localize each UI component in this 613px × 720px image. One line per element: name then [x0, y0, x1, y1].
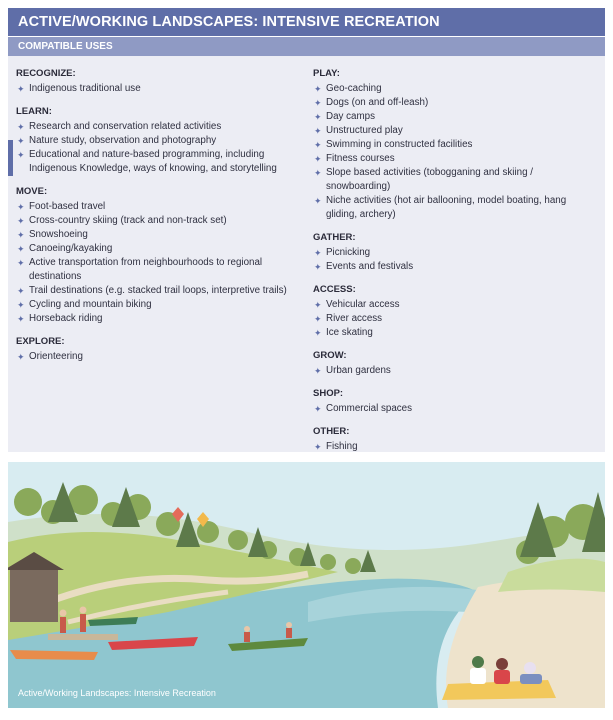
list-item-text: Dogs (on and off-leash) [326, 97, 429, 108]
bullet-icon: ✦ [17, 122, 25, 132]
use-group-access [313, 284, 598, 340]
bullet-icon: ✦ [17, 136, 25, 146]
use-group-learn [16, 106, 306, 176]
landscape-illustration [8, 462, 605, 708]
list-item-text: Ice skating [326, 327, 373, 338]
accent-bar [8, 140, 13, 176]
list-item [16, 312, 306, 326]
landscape-scene [8, 462, 605, 708]
group-heading: LEARN: [16, 106, 52, 117]
list-item-text: Unstructured play [326, 125, 403, 136]
use-list [16, 82, 306, 96]
list-item [313, 166, 598, 194]
bullet-icon: ✦ [17, 314, 25, 324]
list-item-text: Vehicular access [326, 299, 400, 310]
list-item [313, 138, 598, 152]
list-item-text: Research and conservation related activities [29, 121, 222, 132]
list-item [16, 228, 306, 242]
list-item-text: Canoeing/kayaking [29, 243, 113, 254]
list-item [16, 284, 306, 298]
list-item [16, 120, 306, 134]
bullet-icon: ✦ [314, 442, 322, 452]
list-item-text: Educational and nature-based programming, including Indigenous Knowledge, ways of knowing, and storytelling [29, 149, 277, 174]
compatible-uses-panel [8, 56, 605, 452]
group-heading: MOVE: [16, 186, 48, 197]
use-list [313, 364, 598, 378]
use-group-other [313, 426, 598, 454]
bullet-icon: ✦ [17, 286, 25, 296]
bullet-icon: ✦ [17, 216, 25, 226]
bullet-icon: ✦ [17, 352, 25, 362]
use-list [313, 402, 598, 416]
group-heading: GATHER: [313, 232, 356, 243]
list-item-text: Cross-country skiing (track and non-track set) [29, 215, 227, 226]
list-item-text: Foot-based travel [29, 201, 106, 212]
list-item-text: Commercial spaces [326, 403, 413, 414]
list-item [313, 312, 598, 326]
bullet-icon: ✦ [17, 84, 25, 94]
list-item-text: Horseback riding [29, 313, 103, 324]
bullet-icon: ✦ [17, 300, 25, 310]
bullet-icon: ✦ [17, 150, 25, 160]
bullet-icon: ✦ [314, 126, 322, 136]
list-item-text: Active transportation from neighbourhoods to regional destinations [29, 257, 263, 282]
bullet-icon: ✦ [314, 112, 322, 122]
use-group-play [313, 68, 598, 222]
list-item [16, 82, 306, 96]
list-item-text: Indigenous traditional use [29, 83, 141, 94]
bullet-icon: ✦ [314, 140, 322, 150]
list-item [313, 260, 598, 274]
list-item-text: Cycling and mountain biking [29, 299, 152, 310]
page-title: ACTIVE/WORKING LANDSCAPES: INTENSIVE RECREATION [8, 8, 605, 36]
list-item-text: Swimming in constructed facilities [326, 139, 473, 150]
list-item-text: Picnicking [326, 247, 371, 258]
use-list [313, 246, 598, 274]
list-item [313, 364, 598, 378]
list-item [313, 246, 598, 260]
list-item [16, 256, 306, 284]
list-item [313, 124, 598, 138]
bullet-icon: ✦ [314, 314, 322, 324]
use-list [313, 298, 598, 340]
list-item [313, 110, 598, 124]
list-item [16, 214, 306, 228]
use-group-shop [313, 388, 598, 416]
list-item-text: Slope based activities (tobogganing and skiing / snowboarding) [326, 167, 533, 192]
list-item [16, 134, 306, 148]
list-item [313, 440, 598, 454]
bullet-icon: ✦ [314, 98, 322, 108]
bullet-icon: ✦ [314, 262, 322, 272]
list-item [16, 298, 306, 312]
list-item [313, 326, 598, 340]
list-item-text: Nature study, observation and photography [29, 135, 217, 146]
list-item [313, 152, 598, 166]
list-item-text: Niche activities (hot air ballooning, model boating, hang gliding, archery) [326, 195, 567, 220]
list-item [16, 148, 306, 176]
list-item [16, 350, 306, 364]
list-item-text: Fitness courses [326, 153, 395, 164]
use-list [16, 200, 306, 326]
use-group-move [16, 186, 306, 326]
bullet-icon: ✦ [314, 168, 322, 178]
bullet-icon: ✦ [314, 248, 322, 258]
bullet-icon: ✦ [17, 202, 25, 212]
bullet-icon: ✦ [314, 196, 322, 206]
use-group-explore [16, 336, 306, 364]
use-list [313, 440, 598, 454]
list-item-text: Events and festivals [326, 261, 414, 272]
left-column [16, 68, 306, 374]
use-group-gather [313, 232, 598, 274]
group-heading: GROW: [313, 350, 347, 361]
list-item [313, 298, 598, 312]
list-item [313, 96, 598, 110]
list-item-text: Snowshoeing [29, 229, 88, 240]
list-item-text: Trail destinations (e.g. stacked trail loops, interpretive trails) [29, 285, 287, 296]
bullet-icon: ✦ [314, 366, 322, 376]
use-list [16, 120, 306, 176]
use-list [313, 82, 598, 222]
right-column [313, 68, 598, 464]
list-item-text: Urban gardens [326, 365, 391, 376]
list-item-text: Day camps [326, 111, 375, 122]
use-group-grow [313, 350, 598, 378]
bullet-icon: ✦ [314, 328, 322, 338]
list-item-text: Orienteering [29, 351, 83, 362]
bullet-icon: ✦ [17, 258, 25, 268]
bullet-icon: ✦ [17, 244, 25, 254]
list-item [16, 200, 306, 214]
illustration-caption: Active/Working Landscapes: Intensive Recreation [18, 688, 216, 698]
group-heading: PLAY: [313, 68, 340, 79]
list-item-text: River access [326, 313, 383, 324]
group-heading: ACCESS: [313, 284, 356, 295]
list-item [16, 242, 306, 256]
list-item-text: Fishing [326, 441, 358, 452]
use-group-recognize [16, 68, 306, 96]
list-item [313, 194, 598, 222]
section-subtitle: COMPATIBLE USES [8, 36, 605, 56]
bullet-icon: ✦ [314, 154, 322, 164]
group-heading: SHOP: [313, 388, 344, 399]
group-heading: RECOGNIZE: [16, 68, 76, 79]
list-item [313, 82, 598, 96]
group-heading: OTHER: [313, 426, 350, 437]
bullet-icon: ✦ [17, 230, 25, 240]
list-item [313, 402, 598, 416]
bullet-icon: ✦ [314, 404, 322, 414]
bullet-icon: ✦ [314, 300, 322, 310]
bullet-icon: ✦ [314, 84, 322, 94]
list-item-text: Geo-caching [326, 83, 382, 94]
use-list [16, 350, 306, 364]
group-heading: EXPLORE: [16, 336, 65, 347]
